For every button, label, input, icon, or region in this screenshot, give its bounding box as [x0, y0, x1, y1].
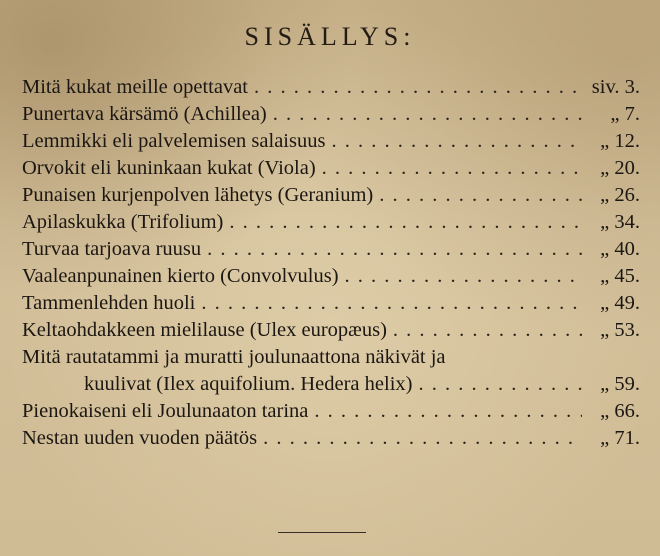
- toc-page-number: „ 20.: [600, 157, 640, 179]
- toc-entry-title: Punaisen kurjenpolven lähetys (Geranium): [22, 184, 374, 206]
- dot-leader: [223, 209, 582, 236]
- toc-page-number: „ 12.: [600, 130, 640, 152]
- toc-page-number: „ 40.: [600, 238, 640, 260]
- toc-entry-title: Pienokaiseni eli Joulunaaton tarina: [22, 400, 309, 422]
- dot-leader: [308, 398, 582, 425]
- toc-entry: [22, 398, 640, 425]
- dot-leader: [373, 182, 582, 209]
- dot-leader: [316, 155, 582, 182]
- toc-entry-title: Keltaohdakkeen mielilause (Ulex europæus): [22, 319, 387, 341]
- dot-leader: [339, 263, 582, 290]
- toc-entry-title: Nestan uuden vuoden päätös: [22, 427, 258, 449]
- toc-entry: [22, 236, 640, 263]
- divider-rule: [278, 532, 366, 533]
- dot-leader: [195, 290, 582, 317]
- toc-entry: [22, 182, 640, 209]
- toc-entry-title: Punertava kärsämö (Achillea): [22, 103, 267, 125]
- toc-page-number: „ 66.: [600, 400, 640, 422]
- dot-leader: [325, 128, 582, 155]
- toc-entry: [22, 317, 640, 344]
- toc-entry-title: Apilaskukka (Trifolium): [22, 211, 224, 233]
- toc-entry-title: Orvokit eli kuninkaan kukat (Viola): [22, 157, 316, 179]
- table-of-contents: [22, 74, 640, 452]
- dot-leader: [257, 425, 582, 452]
- toc-entry: [22, 74, 640, 101]
- dot-leader: [412, 371, 582, 398]
- toc-page-number: siv. 3.: [591, 76, 640, 98]
- toc-page-number: „ 45.: [600, 265, 640, 287]
- dot-leader: [387, 317, 582, 344]
- toc-entry-title-line1: Mitä rautatammi ja muratti joulunaattona näkivät ja: [22, 346, 446, 368]
- toc-entry: [22, 344, 640, 398]
- toc-entry: [22, 101, 640, 128]
- toc-entry: [22, 128, 640, 155]
- toc-entry: [22, 263, 640, 290]
- toc-entry: [22, 290, 640, 317]
- toc-entry: [22, 155, 640, 182]
- toc-page-number: „ 49.: [600, 292, 640, 314]
- toc-page-number: „ 71.: [600, 427, 640, 449]
- toc-page-number: „ 34.: [600, 211, 640, 233]
- page-title: SISÄLLYS:: [244, 22, 416, 51]
- toc-entry-title: Turvaa tarjoava ruusu: [22, 238, 202, 260]
- toc-entry-title: Tammenlehden huoli: [22, 292, 196, 314]
- toc-page-number: „ 26.: [600, 184, 640, 206]
- toc-entry-title: Lemmikki eli palvelemisen salaisuus: [22, 130, 326, 152]
- toc-page-number: „ 7.: [610, 103, 640, 125]
- toc-entry-title: Mitä kukat meille opettavat: [22, 76, 249, 98]
- dot-leader: [267, 101, 582, 128]
- dot-leader: [201, 236, 582, 263]
- dot-leader: [248, 74, 582, 101]
- toc-entry: [22, 209, 640, 236]
- toc-entry: [22, 425, 640, 452]
- toc-entry-title: Vaaleanpunainen kierto (Convolvulus): [22, 265, 339, 287]
- toc-page-number: „ 53.: [600, 319, 640, 341]
- toc-entry-title-line2: kuulivat (Ilex aquifolium. Hedera helix): [84, 373, 413, 395]
- toc-page-number: „ 59.: [600, 373, 640, 395]
